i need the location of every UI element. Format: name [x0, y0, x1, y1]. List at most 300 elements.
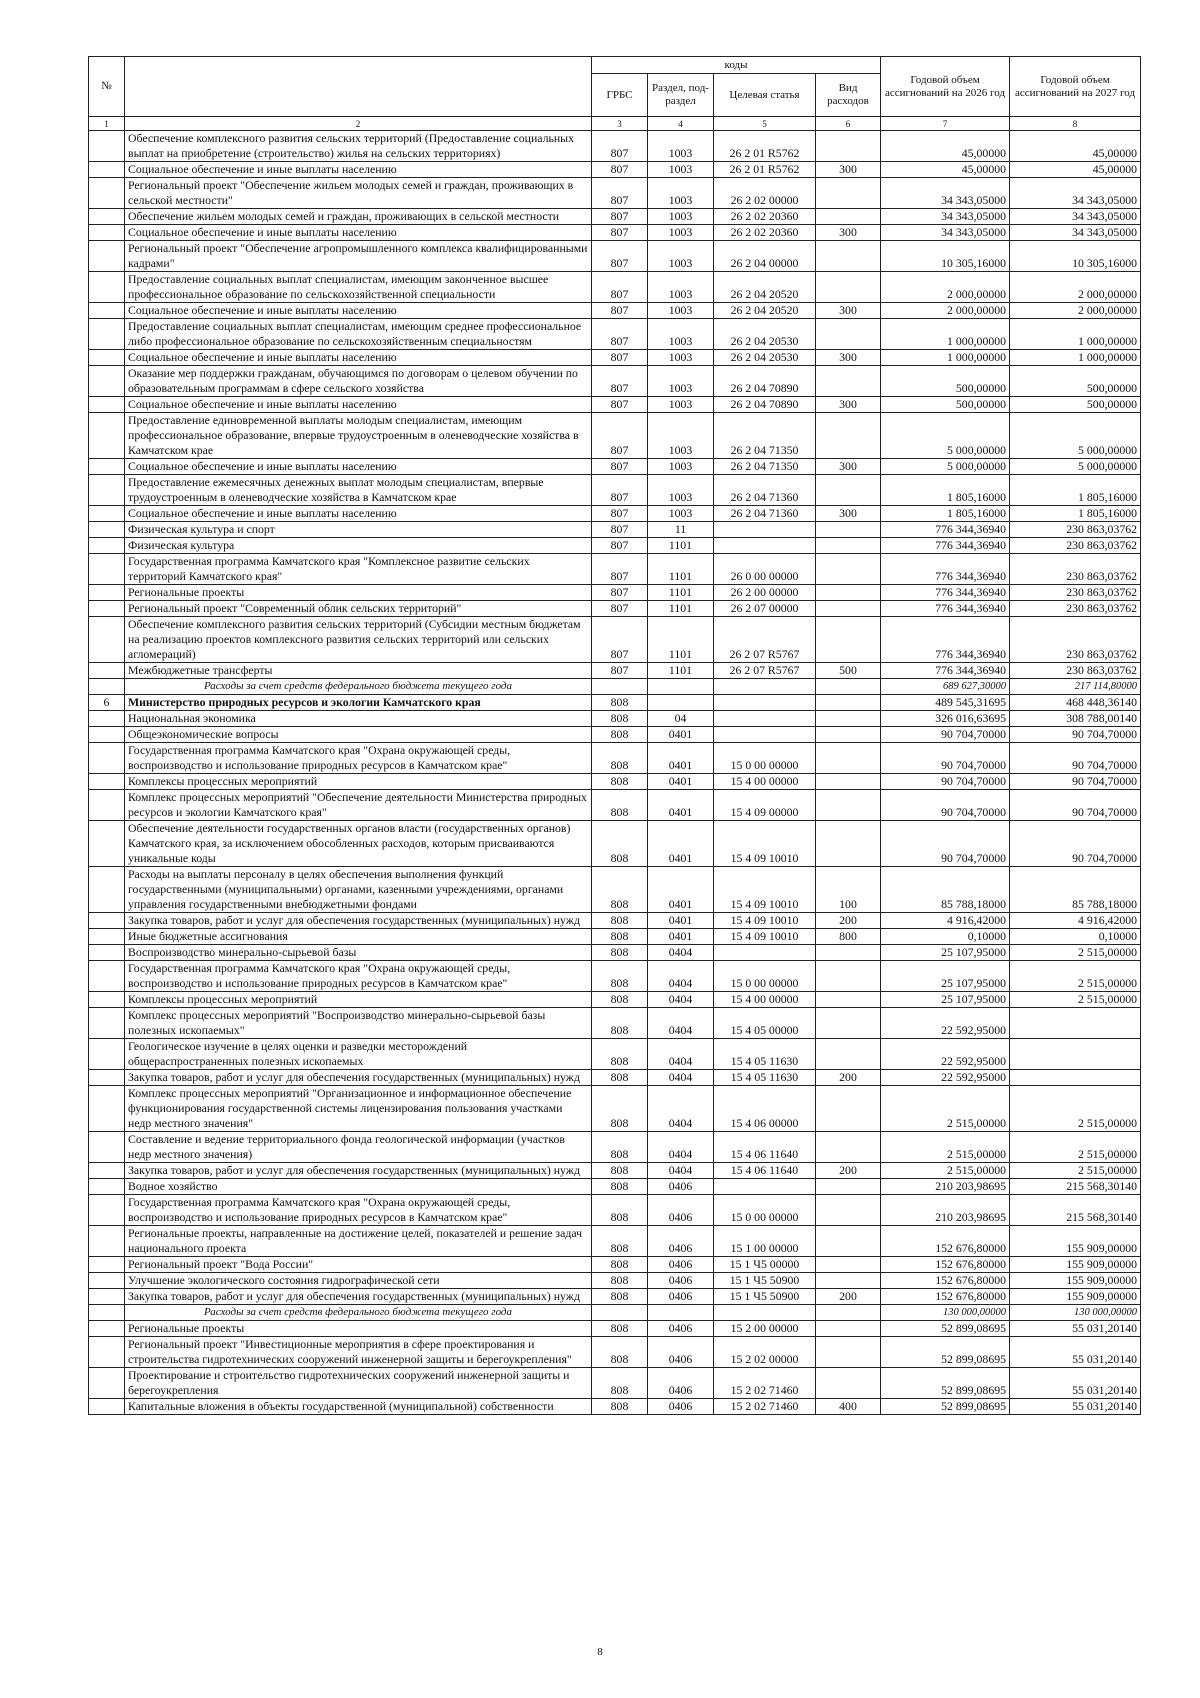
row-target-article: 26 2 01 R5762 [714, 131, 816, 162]
row-expense-type [816, 554, 881, 585]
row-name: Предоставление социальных выплат специалистам, имеющим законченное высшее профессиональное образование по сельскохозяйственной специальности [125, 272, 592, 303]
row-expense-type: 300 [816, 506, 881, 522]
row-section: 1101 [648, 538, 714, 554]
row-grbs: 808 [592, 1257, 648, 1273]
table-row [89, 617, 1141, 663]
row-section: 1003 [648, 413, 714, 459]
row-grbs: 808 [592, 1195, 648, 1226]
row-amount-2027: 55 031,20140 [1010, 1399, 1141, 1415]
row-name: Государственная программа Камчатского края "Охрана окружающей среды, воспроизводство и использование природных ресурсов в Камчатском крае" [125, 1195, 592, 1226]
row-amount-2027: 55 031,20140 [1010, 1337, 1141, 1368]
row-amount-2026: 152 676,80000 [881, 1226, 1010, 1257]
row-amount-2026: 45,00000 [881, 162, 1010, 178]
row-name: Закупка товаров, работ и услуг для обеспечения государственных (муниципальных) нужд [125, 1070, 592, 1086]
row-amount-2027: 2 515,00000 [1010, 1086, 1141, 1132]
row-section: 0406 [648, 1257, 714, 1273]
row-section: 0401 [648, 743, 714, 774]
table-row [89, 366, 1141, 397]
row-amount-2026: 25 107,95000 [881, 961, 1010, 992]
row-amount-2026: 34 343,05000 [881, 178, 1010, 209]
row-amount-2027: 308 788,00140 [1010, 711, 1141, 727]
row-amount-2027: 230 863,03762 [1010, 585, 1141, 601]
row-section: 0404 [648, 961, 714, 992]
table-row [89, 961, 1141, 992]
row-number [89, 1086, 125, 1132]
table-row [89, 1195, 1141, 1226]
row-name: Предоставление единовременной выплаты молодым специалистам, имеющим профессиональное образование, впервые трудоустроенным в оленеводческие хозяйства в Камчатском крае [125, 413, 592, 459]
row-amount-2026: 2 000,00000 [881, 272, 1010, 303]
row-amount-2027: 468 448,36140 [1010, 695, 1141, 711]
row-grbs: 807 [592, 413, 648, 459]
row-name: Оказание мер поддержки гражданам, обучающимся по договорам о целевом обучении по образовательным программам в сфере сельского хозяйства [125, 366, 592, 397]
row-amount-2026: 90 704,70000 [881, 774, 1010, 790]
table-row [89, 821, 1141, 867]
row-section: 0406 [648, 1399, 714, 1415]
row-number [89, 774, 125, 790]
row-name: Социальное обеспечение и иные выплаты населению [125, 225, 592, 241]
table-row [89, 945, 1141, 961]
row-amount-2027: 215 568,30140 [1010, 1195, 1141, 1226]
row-target-article: 26 2 04 71360 [714, 475, 816, 506]
row-amount-2027: 230 863,03762 [1010, 554, 1141, 585]
row-number [89, 1163, 125, 1179]
row-number [89, 319, 125, 350]
row-target-article: 15 4 09 00000 [714, 790, 816, 821]
row-amount-2026: 34 343,05000 [881, 209, 1010, 225]
row-amount-2027: 85 788,18000 [1010, 867, 1141, 913]
table-row [89, 319, 1141, 350]
row-target-article: 26 2 04 70890 [714, 366, 816, 397]
table-row [89, 743, 1141, 774]
table-row [89, 131, 1141, 162]
row-section: 0406 [648, 1337, 714, 1368]
row-expense-type [816, 522, 881, 538]
row-expense-type [816, 1226, 881, 1257]
row-amount-2027: 2 000,00000 [1010, 272, 1141, 303]
row-amount-2027: 2 515,00000 [1010, 992, 1141, 1008]
row-expense-type [816, 319, 881, 350]
row-grbs: 807 [592, 554, 648, 585]
row-expense-type [816, 209, 881, 225]
row-target-article: 15 1 Ч5 00000 [714, 1257, 816, 1273]
row-amount-2026: 22 592,95000 [881, 1070, 1010, 1086]
row-amount-2026: 326 016,63695 [881, 711, 1010, 727]
table-row [89, 774, 1141, 790]
row-section: 1003 [648, 303, 714, 319]
row-target-article: 26 2 04 20530 [714, 350, 816, 366]
table-row [89, 1257, 1141, 1273]
header-2027: Годовой объем ассигнований на 2027 год [1010, 57, 1141, 117]
row-grbs: 807 [592, 162, 648, 178]
table-row [89, 1132, 1141, 1163]
table-body [89, 131, 1141, 1415]
row-name: Водное хозяйство [125, 1179, 592, 1195]
table-row [89, 475, 1141, 506]
row-number [89, 225, 125, 241]
row-amount-2027: 500,00000 [1010, 397, 1141, 413]
header-grbs: ГРБС [592, 74, 648, 117]
row-target-article: 26 2 00 00000 [714, 585, 816, 601]
row-amount-2026: 1 000,00000 [881, 319, 1010, 350]
row-number [89, 679, 125, 695]
row-grbs: 807 [592, 459, 648, 475]
row-expense-type: 300 [816, 350, 881, 366]
row-number [89, 1305, 125, 1321]
row-section: 0401 [648, 913, 714, 929]
row-amount-2026: 776 344,36940 [881, 585, 1010, 601]
row-section: 1003 [648, 131, 714, 162]
row-expense-type [816, 727, 881, 743]
row-grbs: 808 [592, 695, 648, 711]
table-row [89, 1337, 1141, 1368]
row-section: 04 [648, 711, 714, 727]
row-number [89, 1226, 125, 1257]
header-col-index: 8 [1010, 117, 1141, 131]
row-expense-type [816, 1179, 881, 1195]
header-target: Целевая статья [714, 74, 816, 117]
row-expense-type [816, 1305, 881, 1321]
row-target-article [714, 522, 816, 538]
row-grbs: 807 [592, 617, 648, 663]
row-target-article: 15 4 05 11630 [714, 1070, 816, 1086]
row-grbs: 807 [592, 601, 648, 617]
row-grbs: 807 [592, 225, 648, 241]
table-row [89, 1321, 1141, 1337]
row-section: 0404 [648, 1039, 714, 1070]
row-number [89, 1337, 125, 1368]
row-expense-type [816, 790, 881, 821]
row-section: 1003 [648, 319, 714, 350]
row-grbs [592, 1305, 648, 1321]
budget-allocation-table [88, 56, 1141, 1415]
row-number [89, 743, 125, 774]
row-section: 0401 [648, 821, 714, 867]
table-row [89, 790, 1141, 821]
row-target-article [714, 538, 816, 554]
row-amount-2026: 152 676,80000 [881, 1289, 1010, 1305]
row-number [89, 131, 125, 162]
row-expense-type [816, 413, 881, 459]
row-number [89, 790, 125, 821]
row-number: 6 [89, 695, 125, 711]
row-number [89, 1289, 125, 1305]
row-grbs: 808 [592, 929, 648, 945]
table-row [89, 663, 1141, 679]
row-name: Капитальные вложения в объекты государственной (муниципальной) собственности [125, 1399, 592, 1415]
row-number [89, 459, 125, 475]
row-amount-2026: 152 676,80000 [881, 1273, 1010, 1289]
row-section: 0406 [648, 1273, 714, 1289]
header-col-index: 3 [592, 117, 648, 131]
table-row [89, 601, 1141, 617]
row-target-article: 26 2 04 00000 [714, 241, 816, 272]
row-amount-2026: 5 000,00000 [881, 413, 1010, 459]
row-expense-type: 300 [816, 459, 881, 475]
row-target-article: 15 0 00 00000 [714, 961, 816, 992]
row-section: 0406 [648, 1289, 714, 1305]
row-expense-type [816, 1368, 881, 1399]
row-number [89, 350, 125, 366]
row-section: 0401 [648, 867, 714, 913]
row-amount-2027: 215 568,30140 [1010, 1179, 1141, 1195]
table-row [89, 1070, 1141, 1086]
header-2026: Годовой объем ассигнований на 2026 год [881, 57, 1010, 117]
row-expense-type: 300 [816, 162, 881, 178]
row-amount-2027: 2 515,00000 [1010, 945, 1141, 961]
row-amount-2026: 500,00000 [881, 366, 1010, 397]
row-expense-type [816, 961, 881, 992]
row-target-article: 26 2 02 20360 [714, 209, 816, 225]
row-number [89, 1399, 125, 1415]
row-number [89, 303, 125, 319]
row-target-article: 15 4 06 11640 [714, 1132, 816, 1163]
row-target-article [714, 727, 816, 743]
row-grbs: 808 [592, 1226, 648, 1257]
row-amount-2026: 689 627,30000 [881, 679, 1010, 695]
row-grbs: 808 [592, 1289, 648, 1305]
table-row [89, 209, 1141, 225]
row-expense-type: 200 [816, 1163, 881, 1179]
row-name: Региональные проекты [125, 1321, 592, 1337]
row-section: 1101 [648, 601, 714, 617]
row-expense-type: 800 [816, 929, 881, 945]
row-grbs: 808 [592, 1399, 648, 1415]
table-row [89, 1368, 1141, 1399]
row-grbs: 807 [592, 131, 648, 162]
row-number [89, 992, 125, 1008]
row-number [89, 913, 125, 929]
row-name: Составление и ведение территориального фонда геологической информации (участков недр местного значения) [125, 1132, 592, 1163]
row-amount-2027: 230 863,03762 [1010, 601, 1141, 617]
row-section [648, 1305, 714, 1321]
row-amount-2026: 0,10000 [881, 929, 1010, 945]
table-row [89, 241, 1141, 272]
row-name: Социальное обеспечение и иные выплаты населению [125, 397, 592, 413]
row-expense-type [816, 774, 881, 790]
row-amount-2027 [1010, 1070, 1141, 1086]
row-grbs: 808 [592, 867, 648, 913]
row-section: 0401 [648, 929, 714, 945]
row-name: Национальная экономика [125, 711, 592, 727]
row-target-article: 15 4 09 10010 [714, 913, 816, 929]
row-section: 0406 [648, 1179, 714, 1195]
row-grbs [592, 679, 648, 695]
row-name: Региональный проект "Вода России" [125, 1257, 592, 1273]
row-target-article: 15 4 06 00000 [714, 1086, 816, 1132]
table-row [89, 929, 1141, 945]
header-col-index: 1 [89, 117, 125, 131]
row-grbs: 808 [592, 1337, 648, 1368]
row-number [89, 241, 125, 272]
row-amount-2026: 25 107,95000 [881, 945, 1010, 961]
table-row [89, 695, 1141, 711]
row-target-article: 15 2 02 00000 [714, 1337, 816, 1368]
row-target-article [714, 1305, 816, 1321]
row-target-article: 15 1 00 00000 [714, 1226, 816, 1257]
row-amount-2027: 2 515,00000 [1010, 1132, 1141, 1163]
row-amount-2026: 2 515,00000 [881, 1132, 1010, 1163]
row-section: 1003 [648, 506, 714, 522]
row-amount-2026: 52 899,08695 [881, 1399, 1010, 1415]
row-expense-type: 200 [816, 1289, 881, 1305]
row-target-article: 26 2 04 20520 [714, 272, 816, 303]
row-expense-type [816, 695, 881, 711]
row-name: Воспроизводство минерально-сырьевой базы [125, 945, 592, 961]
table-row [89, 554, 1141, 585]
table-row [89, 1273, 1141, 1289]
row-name: Закупка товаров, работ и услуг для обеспечения государственных (муниципальных) нужд [125, 1289, 592, 1305]
table-row [89, 397, 1141, 413]
row-target-article: 26 2 04 20520 [714, 303, 816, 319]
row-name: Государственная программа Камчатского края "Охрана окружающей среды, воспроизводство и использование природных ресурсов в Камчатском крае" [125, 961, 592, 992]
table-row [89, 506, 1141, 522]
row-amount-2027: 230 863,03762 [1010, 617, 1141, 663]
row-name: Межбюджетные трансферты [125, 663, 592, 679]
row-section [648, 695, 714, 711]
row-target-article: 26 2 07 R5767 [714, 663, 816, 679]
row-expense-type [816, 178, 881, 209]
row-expense-type: 300 [816, 397, 881, 413]
row-name: Закупка товаров, работ и услуг для обеспечения государственных (муниципальных) нужд [125, 1163, 592, 1179]
row-amount-2027: 55 031,20140 [1010, 1321, 1141, 1337]
table-row [89, 1086, 1141, 1132]
row-section: 0401 [648, 727, 714, 743]
row-grbs: 807 [592, 241, 648, 272]
row-section [648, 679, 714, 695]
row-grbs: 808 [592, 790, 648, 821]
row-number [89, 663, 125, 679]
row-amount-2026: 5 000,00000 [881, 459, 1010, 475]
row-grbs: 808 [592, 1132, 648, 1163]
row-number [89, 522, 125, 538]
row-target-article: 26 2 04 20530 [714, 319, 816, 350]
table-row [89, 303, 1141, 319]
row-number [89, 711, 125, 727]
row-name: Региональный проект "Обеспечение агропромышленного комплекса квалифицированными кадрами" [125, 241, 592, 272]
row-grbs: 808 [592, 913, 648, 929]
row-amount-2026: 1 000,00000 [881, 350, 1010, 366]
row-name: Комплексы процессных мероприятий [125, 774, 592, 790]
row-target-article: 26 2 04 71360 [714, 506, 816, 522]
row-amount-2026: 2 515,00000 [881, 1086, 1010, 1132]
budget-table-sheet [88, 56, 1140, 1415]
row-amount-2026: 52 899,08695 [881, 1321, 1010, 1337]
row-section: 1003 [648, 241, 714, 272]
row-number [89, 1368, 125, 1399]
row-target-article: 26 2 07 00000 [714, 601, 816, 617]
row-amount-2026: 776 344,36940 [881, 617, 1010, 663]
row-name: Геологическое изучение в целях оценки и разведки месторождений общераспространенных полезных ископаемых [125, 1039, 592, 1070]
row-section: 1101 [648, 585, 714, 601]
row-amount-2027: 90 704,70000 [1010, 790, 1141, 821]
row-expense-type [816, 992, 881, 1008]
row-grbs: 808 [592, 1070, 648, 1086]
row-amount-2026: 25 107,95000 [881, 992, 1010, 1008]
row-amount-2027: 34 343,05000 [1010, 225, 1141, 241]
row-amount-2027: 90 704,70000 [1010, 743, 1141, 774]
row-target-article: 26 2 04 71350 [714, 459, 816, 475]
header-codes: коды [592, 57, 881, 74]
table-row [89, 1008, 1141, 1039]
row-amount-2026: 90 704,70000 [881, 821, 1010, 867]
row-grbs: 807 [592, 663, 648, 679]
table-row [89, 711, 1141, 727]
row-grbs: 807 [592, 209, 648, 225]
row-amount-2027: 2 515,00000 [1010, 1163, 1141, 1179]
row-grbs: 807 [592, 585, 648, 601]
row-amount-2026: 210 203,98695 [881, 1179, 1010, 1195]
row-name: Региональный проект "Инвестиционные мероприятия в сфере проектирования и строительства гидротехнических сооружений инженерной защиты и берегоукрепления" [125, 1337, 592, 1368]
row-amount-2027: 90 704,70000 [1010, 821, 1141, 867]
row-name: Региональный проект "Обеспечение жильем молодых семей и граждан, проживающих в сельской местности" [125, 178, 592, 209]
row-target-article: 15 4 00 00000 [714, 992, 816, 1008]
row-section: 0404 [648, 1070, 714, 1086]
row-grbs: 807 [592, 350, 648, 366]
row-target-article: 26 2 07 R5767 [714, 617, 816, 663]
header-name [125, 57, 592, 117]
row-name: Социальное обеспечение и иные выплаты населению [125, 506, 592, 522]
header-section: Раздел, под-раздел [648, 74, 714, 117]
row-section: 0406 [648, 1321, 714, 1337]
row-number [89, 1179, 125, 1195]
row-target-article: 26 2 04 71350 [714, 413, 816, 459]
row-name: Улучшение экологического состояния гидрографической сети [125, 1273, 592, 1289]
row-number [89, 397, 125, 413]
table-row [89, 538, 1141, 554]
row-number [89, 1039, 125, 1070]
table-row [89, 225, 1141, 241]
row-grbs: 807 [592, 272, 648, 303]
row-expense-type [816, 131, 881, 162]
row-grbs: 807 [592, 538, 648, 554]
row-expense-type [816, 821, 881, 867]
row-target-article [714, 711, 816, 727]
row-amount-2027: 155 909,00000 [1010, 1273, 1141, 1289]
row-expense-type [816, 366, 881, 397]
row-amount-2027: 1 000,00000 [1010, 350, 1141, 366]
header-col-index: 2 [125, 117, 592, 131]
row-target-article: 15 2 00 00000 [714, 1321, 816, 1337]
row-amount-2026: 90 704,70000 [881, 743, 1010, 774]
row-expense-type [816, 585, 881, 601]
table-row [89, 727, 1141, 743]
row-target-article: 15 1 Ч5 50900 [714, 1273, 816, 1289]
row-expense-type: 200 [816, 913, 881, 929]
row-target-article: 15 4 06 11640 [714, 1163, 816, 1179]
row-name: Расходы за счет средств федерального бюджета текущего года [125, 1305, 592, 1321]
table-row [89, 522, 1141, 538]
row-name: Социальное обеспечение и иные выплаты населению [125, 459, 592, 475]
row-expense-type: 100 [816, 867, 881, 913]
row-section: 0404 [648, 1086, 714, 1132]
row-amount-2026: 2 515,00000 [881, 1163, 1010, 1179]
row-grbs: 808 [592, 1368, 648, 1399]
row-amount-2027: 10 305,16000 [1010, 241, 1141, 272]
row-number [89, 1132, 125, 1163]
row-number [89, 1195, 125, 1226]
row-section: 1003 [648, 475, 714, 506]
header-col-index: 7 [881, 117, 1010, 131]
row-amount-2027: 90 704,70000 [1010, 774, 1141, 790]
row-amount-2026: 34 343,05000 [881, 225, 1010, 241]
table-header [89, 57, 1141, 131]
row-grbs: 808 [592, 961, 648, 992]
row-target-article: 15 4 09 10010 [714, 867, 816, 913]
row-name: Социальное обеспечение и иные выплаты населению [125, 350, 592, 366]
row-section: 1003 [648, 272, 714, 303]
row-name: Министерство природных ресурсов и экологии Камчатского края [125, 695, 592, 711]
row-target-article: 15 4 05 11630 [714, 1039, 816, 1070]
